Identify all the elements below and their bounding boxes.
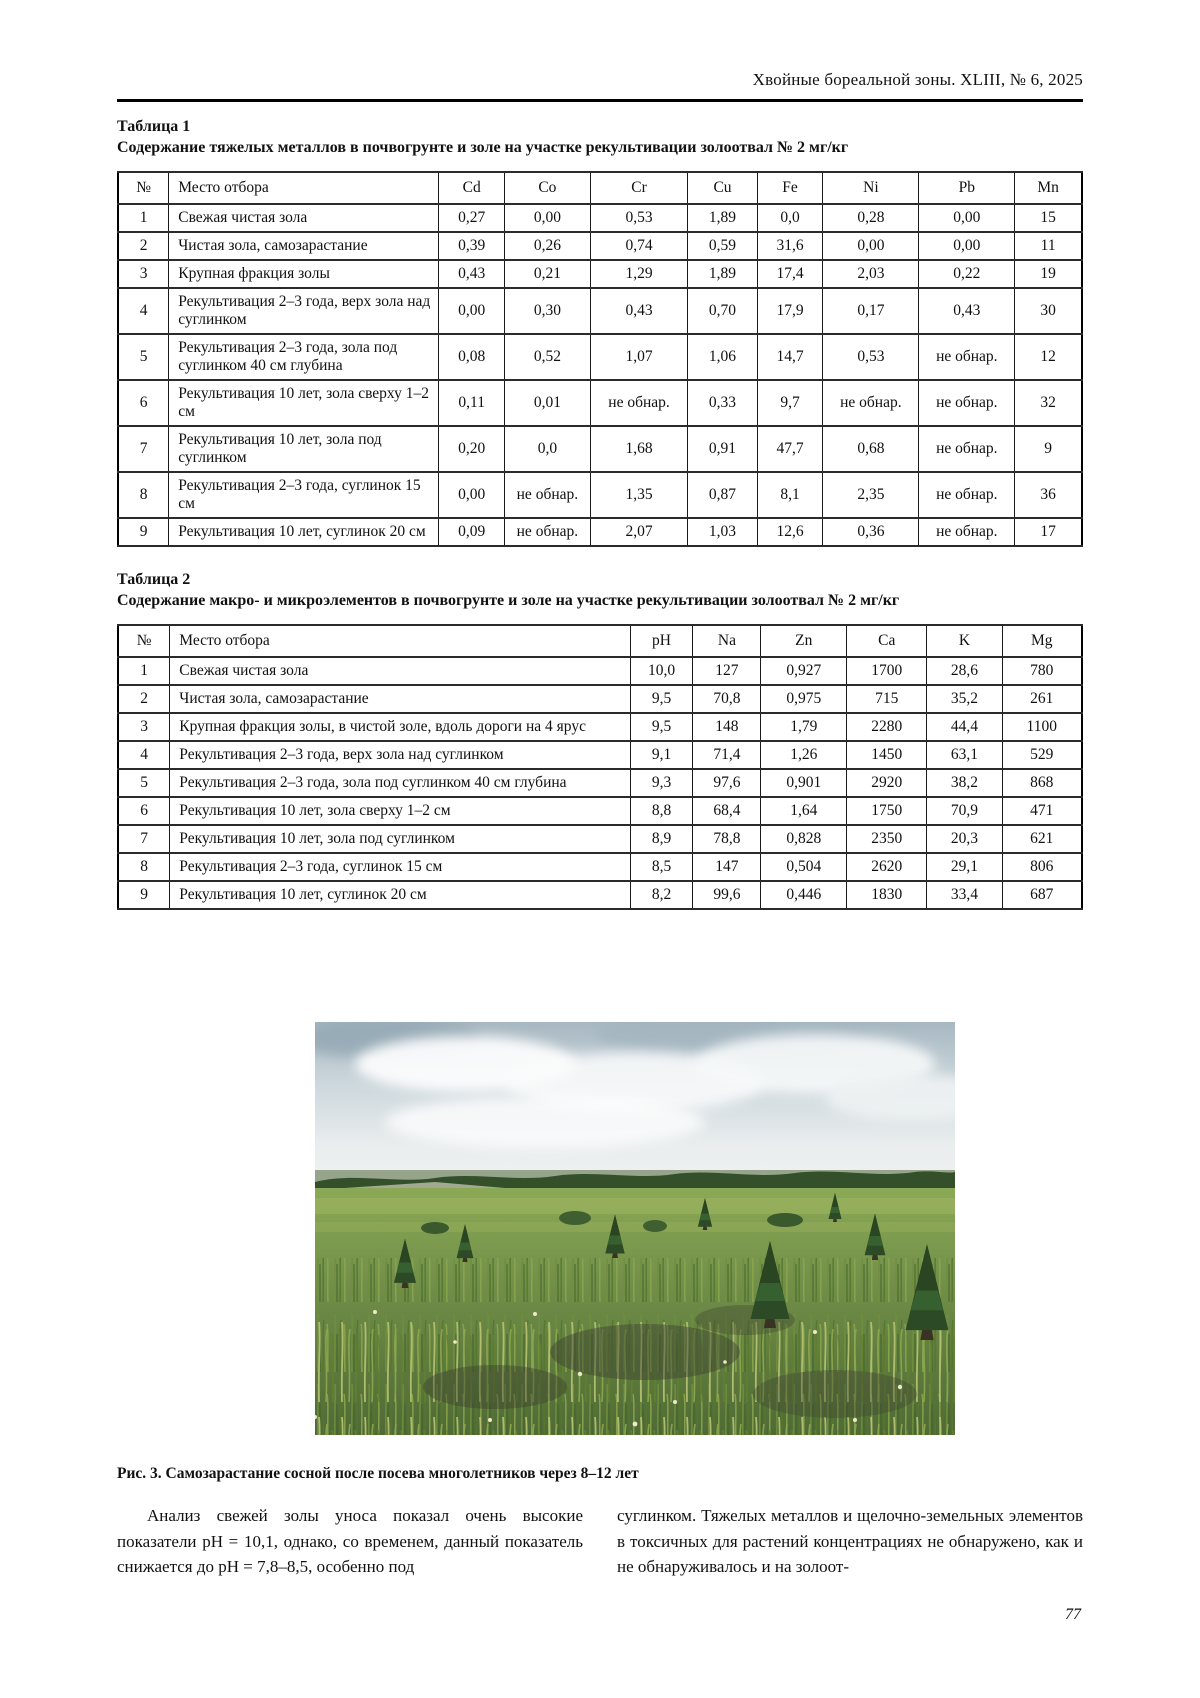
- value-cell: 30: [1015, 288, 1082, 334]
- sample-site-cell: Рекультивация 10 лет, суглинок 20 см: [170, 881, 630, 909]
- table-row: [118, 472, 1082, 518]
- table1-caption: Содержание тяжелых металлов в почвогрунте и золе на участке рекультивации золоотвал № 2 мг/кг: [117, 139, 849, 156]
- row-number-cell: 6: [118, 380, 169, 426]
- landscape-photo-illustration: [315, 1022, 955, 1435]
- column-header: pH: [630, 625, 693, 657]
- value-cell: 78,8: [693, 825, 761, 853]
- sample-site-cell: Рекультивация 2–3 года, зола под суглинком 40 см глубина: [170, 769, 630, 797]
- sample-site-cell: Крупная фракция золы: [169, 260, 439, 288]
- sample-site-cell: Рекультивация 10 лет, суглинок 20 см: [169, 518, 439, 546]
- table-row: [118, 741, 1082, 769]
- value-cell: 0,36: [823, 518, 919, 546]
- header-row: [118, 625, 1082, 657]
- value-cell: 0,00: [823, 232, 919, 260]
- value-cell: 0,00: [505, 204, 591, 232]
- row-number-cell: 3: [118, 713, 170, 741]
- value-cell: не обнар.: [505, 518, 591, 546]
- table2-caption: Содержание макро- и микроэлементов в почвогрунте и золе на участке рекультивации золоотвал № 2 мг/кг: [117, 592, 900, 609]
- value-cell: 47,7: [757, 426, 823, 472]
- sample-site-cell: Рекультивация 2–3 года, суглинок 15 см: [170, 853, 630, 881]
- sample-site-cell: Крупная фракция золы, в чистой золе, вдоль дороги на 4 ярус: [170, 713, 630, 741]
- value-cell: 2920: [847, 769, 927, 797]
- value-cell: не обнар.: [919, 426, 1015, 472]
- value-cell: 2,03: [823, 260, 919, 288]
- value-cell: 0,39: [439, 232, 505, 260]
- value-cell: 0,00: [439, 288, 505, 334]
- value-cell: 1,03: [688, 518, 757, 546]
- value-cell: 44,4: [927, 713, 1002, 741]
- column-header: Na: [693, 625, 761, 657]
- value-cell: 0,21: [505, 260, 591, 288]
- value-cell: 0,33: [688, 380, 757, 426]
- value-cell: 0,927: [761, 657, 847, 685]
- column-header: Cr: [590, 172, 688, 204]
- sample-site-cell: Чистая зола, самозарастание: [170, 685, 630, 713]
- value-cell: 2620: [847, 853, 927, 881]
- value-cell: 1,68: [590, 426, 688, 472]
- value-cell: 1,89: [688, 260, 757, 288]
- value-cell: 1700: [847, 657, 927, 685]
- sample-site-cell: Рекультивация 2–3 года, зола под суглинком 40 см глубина: [169, 334, 439, 380]
- value-cell: 148: [693, 713, 761, 741]
- value-cell: 0,00: [919, 232, 1015, 260]
- table-row: [118, 232, 1082, 260]
- column-header: Zn: [761, 625, 847, 657]
- table-row: [118, 334, 1082, 380]
- value-cell: 687: [1002, 881, 1082, 909]
- page-number: 77: [1065, 1605, 1081, 1623]
- value-cell: 1,29: [590, 260, 688, 288]
- value-cell: не обнар.: [919, 380, 1015, 426]
- value-cell: 70,8: [693, 685, 761, 713]
- column-header: Место отбора: [170, 625, 630, 657]
- value-cell: 9,7: [757, 380, 823, 426]
- table-row: [118, 797, 1082, 825]
- column-header: Mg: [1002, 625, 1082, 657]
- value-cell: 17: [1015, 518, 1082, 546]
- table-row: [118, 380, 1082, 426]
- value-cell: 2280: [847, 713, 927, 741]
- value-cell: 68,4: [693, 797, 761, 825]
- row-number-cell: 5: [118, 769, 170, 797]
- sample-site-cell: Рекультивация 2–3 года, верх зола над суглинком: [170, 741, 630, 769]
- value-cell: 0,26: [505, 232, 591, 260]
- value-cell: 8,2: [630, 881, 693, 909]
- table-row: [118, 204, 1082, 232]
- value-cell: 31,6: [757, 232, 823, 260]
- row-number-cell: 8: [118, 853, 170, 881]
- column-header: Co: [505, 172, 591, 204]
- sample-site-cell: Рекультивация 2–3 года, суглинок 15 см: [169, 472, 439, 518]
- column-header: Ca: [847, 625, 927, 657]
- body-text: [117, 1503, 1083, 1580]
- table2-label: Таблица 2: [117, 571, 191, 588]
- value-cell: 10,0: [630, 657, 693, 685]
- value-cell: 17,4: [757, 260, 823, 288]
- value-cell: 0,52: [505, 334, 591, 380]
- table-row: [118, 853, 1082, 881]
- table-row: [118, 881, 1082, 909]
- paragraph: суглинком. Тяжелых металлов и щелочно-земельных элементов в токсичных для растений концентрациях не обнаружено, как и не обнаруживалось и на золоот-: [617, 1506, 1083, 1576]
- value-cell: 9,3: [630, 769, 693, 797]
- row-number-cell: 3: [118, 260, 169, 288]
- value-cell: 0,68: [823, 426, 919, 472]
- value-cell: 0,28: [823, 204, 919, 232]
- value-cell: не обнар.: [505, 472, 591, 518]
- value-cell: 9: [1015, 426, 1082, 472]
- column-header: Pb: [919, 172, 1015, 204]
- sample-site-cell: Рекультивация 2–3 года, верх зола над суглинком: [169, 288, 439, 334]
- value-cell: не обнар.: [590, 380, 688, 426]
- value-cell: 0,53: [590, 204, 688, 232]
- value-cell: 2,07: [590, 518, 688, 546]
- value-cell: 471: [1002, 797, 1082, 825]
- value-cell: 71,4: [693, 741, 761, 769]
- sample-site-cell: Рекультивация 10 лет, зола под суглинком: [170, 825, 630, 853]
- row-number-cell: 2: [118, 685, 170, 713]
- value-cell: 0,0: [757, 204, 823, 232]
- value-cell: 868: [1002, 769, 1082, 797]
- value-cell: 0,446: [761, 881, 847, 909]
- value-cell: 0,11: [439, 380, 505, 426]
- value-cell: 1830: [847, 881, 927, 909]
- column-header: Mn: [1015, 172, 1082, 204]
- value-cell: 20,3: [927, 825, 1002, 853]
- row-number-cell: 1: [118, 657, 170, 685]
- value-cell: 9,1: [630, 741, 693, 769]
- value-cell: 9,5: [630, 685, 693, 713]
- value-cell: 19: [1015, 260, 1082, 288]
- row-number-cell: 9: [118, 518, 169, 546]
- value-cell: 8,8: [630, 797, 693, 825]
- value-cell: 0,00: [439, 472, 505, 518]
- value-cell: 15: [1015, 204, 1082, 232]
- value-cell: 2350: [847, 825, 927, 853]
- value-cell: 70,9: [927, 797, 1002, 825]
- value-cell: 0,70: [688, 288, 757, 334]
- value-cell: 529: [1002, 741, 1082, 769]
- value-cell: 29,1: [927, 853, 1002, 881]
- value-cell: 0,30: [505, 288, 591, 334]
- table-row: [118, 260, 1082, 288]
- column-header: Cu: [688, 172, 757, 204]
- column-header: K: [927, 625, 1002, 657]
- row-number-cell: 4: [118, 288, 169, 334]
- row-number-cell: 7: [118, 426, 169, 472]
- value-cell: 9,5: [630, 713, 693, 741]
- value-cell: 0,43: [439, 260, 505, 288]
- value-cell: 2,35: [823, 472, 919, 518]
- row-number-cell: 6: [118, 797, 170, 825]
- value-cell: 97,6: [693, 769, 761, 797]
- value-cell: 0,975: [761, 685, 847, 713]
- value-cell: 0,828: [761, 825, 847, 853]
- value-cell: 12: [1015, 334, 1082, 380]
- body-column-left: [117, 1503, 583, 1580]
- table-row: [118, 288, 1082, 334]
- value-cell: 0,0: [505, 426, 591, 472]
- sample-site-cell: Свежая чистая зола: [169, 204, 439, 232]
- value-cell: 147: [693, 853, 761, 881]
- value-cell: 8,5: [630, 853, 693, 881]
- value-cell: 0,09: [439, 518, 505, 546]
- value-cell: 0,22: [919, 260, 1015, 288]
- table-row: [118, 426, 1082, 472]
- value-cell: не обнар.: [919, 472, 1015, 518]
- row-number-cell: 1: [118, 204, 169, 232]
- column-header: Cd: [439, 172, 505, 204]
- sample-site-cell: Рекультивация 10 лет, зола сверху 1–2 см: [169, 380, 439, 426]
- value-cell: 12,6: [757, 518, 823, 546]
- value-cell: 0,00: [919, 204, 1015, 232]
- table-row: [118, 685, 1082, 713]
- sample-site-cell: Чистая зола, самозарастание: [169, 232, 439, 260]
- journal-header: Хвойные бореальной зоны. XLIII, № 6, 2025: [752, 70, 1083, 89]
- value-cell: 1,89: [688, 204, 757, 232]
- value-cell: 1,35: [590, 472, 688, 518]
- value-cell: 1,26: [761, 741, 847, 769]
- header-rule: [117, 99, 1083, 102]
- value-cell: 8,9: [630, 825, 693, 853]
- value-cell: 0,504: [761, 853, 847, 881]
- value-cell: 11: [1015, 232, 1082, 260]
- row-number-cell: 2: [118, 232, 169, 260]
- row-number-cell: 5: [118, 334, 169, 380]
- value-cell: 38,2: [927, 769, 1002, 797]
- value-cell: 0,27: [439, 204, 505, 232]
- value-cell: 0,87: [688, 472, 757, 518]
- value-cell: 1450: [847, 741, 927, 769]
- value-cell: 36: [1015, 472, 1082, 518]
- value-cell: 0,17: [823, 288, 919, 334]
- value-cell: не обнар.: [919, 518, 1015, 546]
- value-cell: 806: [1002, 853, 1082, 881]
- table-row: [118, 713, 1082, 741]
- figure-caption: Рис. 3. Самозарастание сосной после посева многолетников через 8–12 лет: [117, 1465, 639, 1482]
- value-cell: 0,43: [919, 288, 1015, 334]
- row-number-cell: 7: [118, 825, 170, 853]
- value-cell: 0,20: [439, 426, 505, 472]
- table-row: [118, 825, 1082, 853]
- row-number-cell: 8: [118, 472, 169, 518]
- value-cell: 14,7: [757, 334, 823, 380]
- column-header: №: [118, 172, 169, 204]
- column-header: №: [118, 625, 170, 657]
- table-row: [118, 769, 1082, 797]
- value-cell: 0,01: [505, 380, 591, 426]
- table-row: [118, 518, 1082, 546]
- value-cell: 8,1: [757, 472, 823, 518]
- value-cell: 1,64: [761, 797, 847, 825]
- table-row: [118, 657, 1082, 685]
- value-cell: не обнар.: [919, 334, 1015, 380]
- value-cell: 1,07: [590, 334, 688, 380]
- value-cell: 0,08: [439, 334, 505, 380]
- value-cell: 28,6: [927, 657, 1002, 685]
- value-cell: 63,1: [927, 741, 1002, 769]
- table1-label: Таблица 1: [117, 118, 191, 135]
- column-header: Fe: [757, 172, 823, 204]
- sample-site-cell: Рекультивация 10 лет, зола под суглинком: [169, 426, 439, 472]
- table2: [117, 624, 1083, 910]
- value-cell: 780: [1002, 657, 1082, 685]
- value-cell: 0,91: [688, 426, 757, 472]
- value-cell: 0,901: [761, 769, 847, 797]
- row-number-cell: 9: [118, 881, 170, 909]
- value-cell: 127: [693, 657, 761, 685]
- paragraph: Анализ свежей золы уноса показал очень высокие показатели pH = 10,1, однако, со временем, данный показатель снижается до pH = 7,8–8,5, особенно под: [117, 1506, 583, 1576]
- value-cell: 1750: [847, 797, 927, 825]
- value-cell: 0,53: [823, 334, 919, 380]
- column-header: Место отбора: [169, 172, 439, 204]
- value-cell: 1100: [1002, 713, 1082, 741]
- value-cell: 621: [1002, 825, 1082, 853]
- sample-site-cell: Рекультивация 10 лет, зола сверху 1–2 см: [170, 797, 630, 825]
- value-cell: 99,6: [693, 881, 761, 909]
- value-cell: 0,74: [590, 232, 688, 260]
- table1: [117, 171, 1083, 547]
- value-cell: 17,9: [757, 288, 823, 334]
- sample-site-cell: Свежая чистая зола: [170, 657, 630, 685]
- value-cell: 715: [847, 685, 927, 713]
- figure-photo: [315, 1022, 955, 1435]
- value-cell: 261: [1002, 685, 1082, 713]
- value-cell: 0,59: [688, 232, 757, 260]
- body-column-right: [617, 1503, 1083, 1580]
- row-number-cell: 4: [118, 741, 170, 769]
- value-cell: 0,43: [590, 288, 688, 334]
- value-cell: 1,79: [761, 713, 847, 741]
- header-row: [118, 172, 1082, 204]
- value-cell: 1,06: [688, 334, 757, 380]
- column-header: Ni: [823, 172, 919, 204]
- value-cell: 33,4: [927, 881, 1002, 909]
- value-cell: 35,2: [927, 685, 1002, 713]
- value-cell: не обнар.: [823, 380, 919, 426]
- value-cell: 32: [1015, 380, 1082, 426]
